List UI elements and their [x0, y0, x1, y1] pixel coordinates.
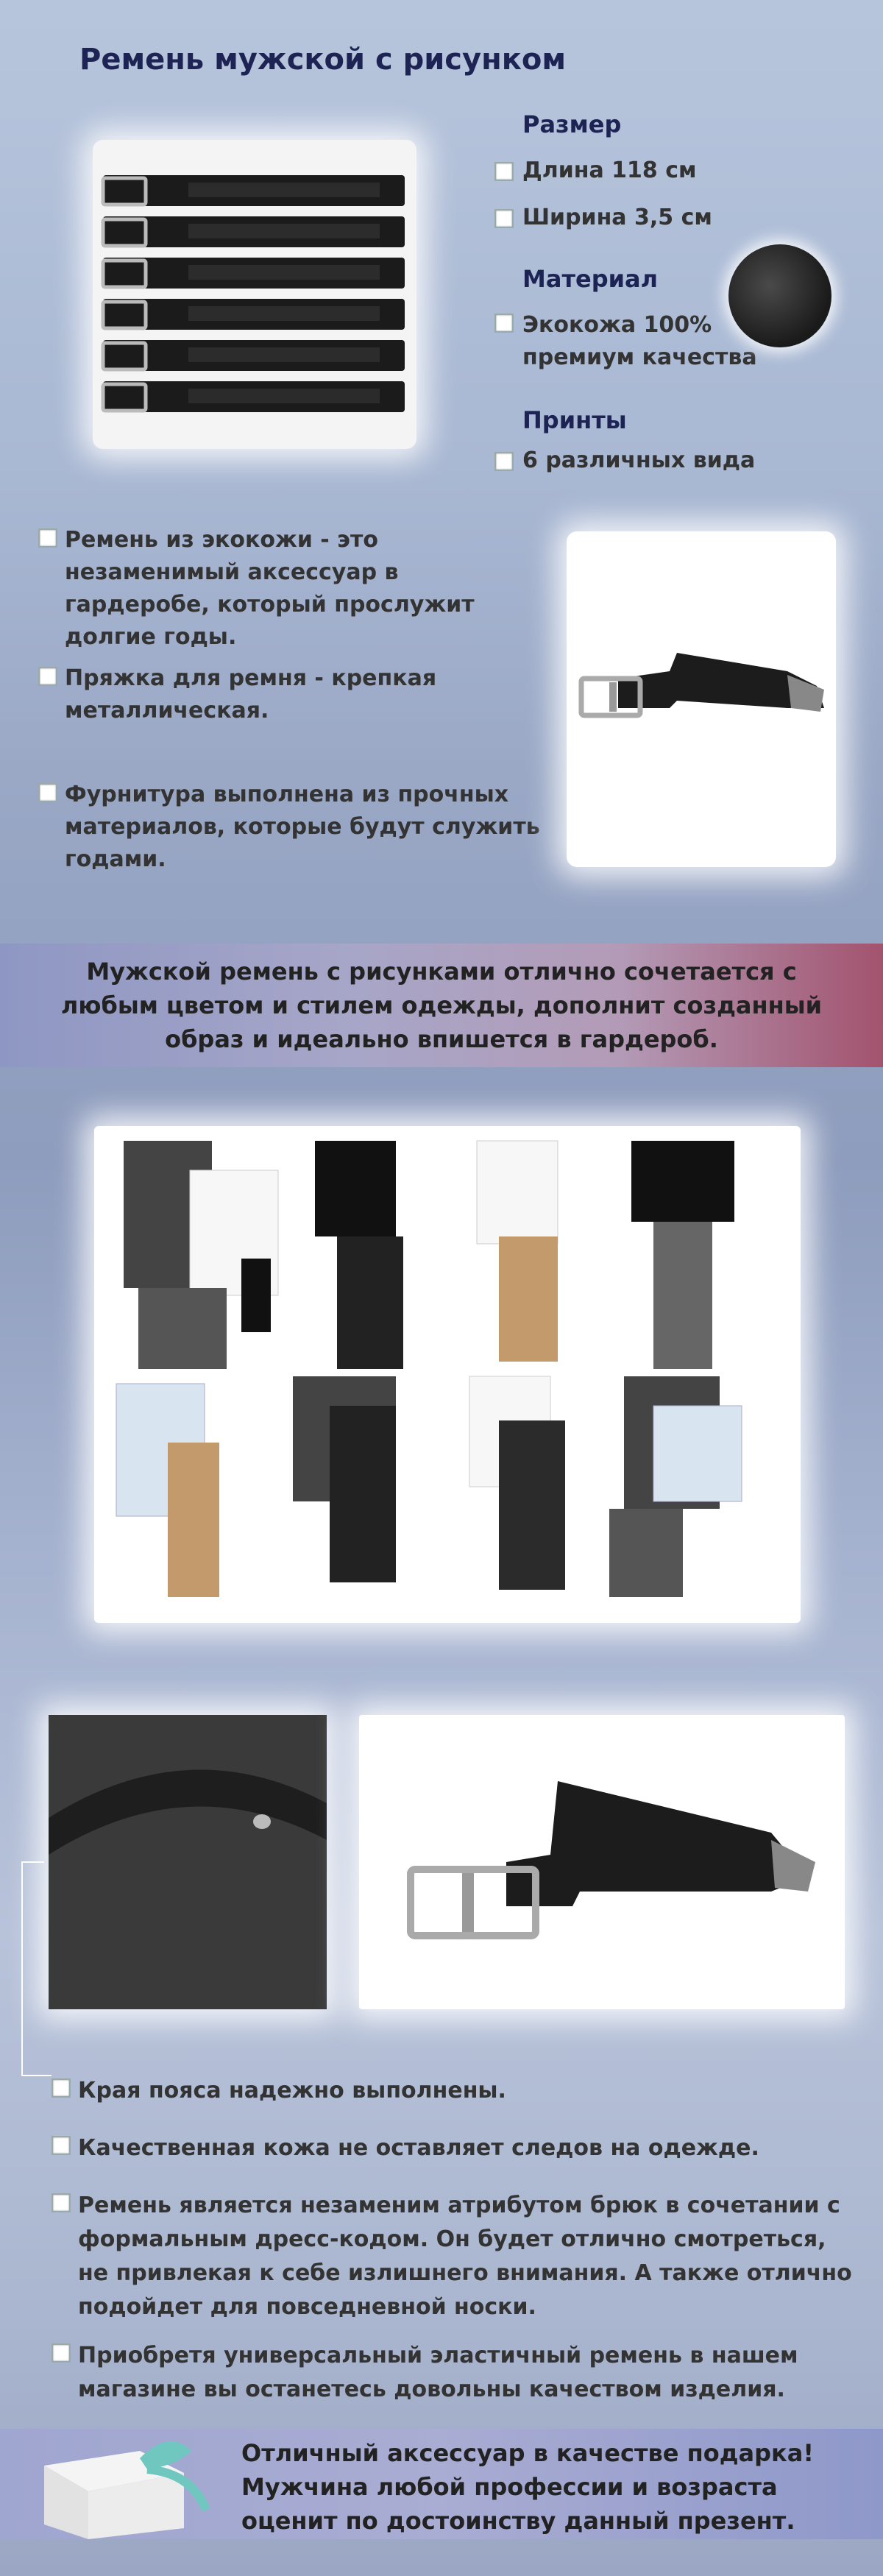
gift-box-icon: [29, 2429, 228, 2539]
belt-buckle-photo: [567, 531, 836, 867]
detail-text: Ремень является незаменим атрибутом брюк в сочетании с формальным дресс-кодом. Он будет отлично смотреться, не привлекая к себе излишнего внимания. А также отлично подойдет для повседневной носки.: [78, 2193, 852, 2320]
checkbox-icon: [38, 528, 57, 548]
prints-heading: Принты: [522, 406, 627, 434]
feature-item: [38, 779, 546, 876]
length-spec: [494, 158, 697, 183]
detail-text: Приобретя универсальный эластичный ремень в нашем магазине вы останетесь довольны качеством изделия.: [78, 2343, 798, 2402]
detail-text: Качественная кожа не оставляет следов на одежде.: [78, 2135, 759, 2161]
width-label: Ширина 3,5 см: [522, 205, 712, 230]
promo-band: [0, 944, 883, 1067]
belt-edge-closeup-photo: [49, 1715, 327, 2009]
checkbox-icon: [52, 2193, 71, 2212]
belt-image: [567, 531, 836, 867]
belt-full-image: [359, 1715, 845, 2009]
feature-text: Ремень из экокожи - это незаменимый аксессуар в гардеробе, который прослужит долгие годы.: [65, 527, 475, 650]
checkbox-icon: [52, 2343, 71, 2363]
connector-line: [15, 1855, 59, 2090]
outfits-collage: [94, 1126, 801, 1623]
checkbox-icon: [494, 209, 514, 228]
page-title: Ремень мужской с рисунком: [79, 43, 567, 77]
material-color-swatch: [728, 244, 831, 347]
feature-item: [38, 524, 546, 654]
promo-band-text: Мужской ремень с рисунками отлично сочетается с любым цветом и стилем одежды, дополнит созданный образ и идеально впишется в гардероб.: [60, 958, 823, 1053]
material-label: [522, 309, 757, 374]
prints-spec: [494, 447, 755, 473]
length-label: Длина 118 см: [522, 158, 697, 183]
detail-item: [52, 2339, 854, 2407]
checkbox-icon: [494, 162, 514, 181]
material-line-1: Экокожа 100%: [522, 312, 712, 338]
material-spec: [494, 309, 757, 374]
checkbox-icon: [38, 783, 57, 802]
feature-text: Фурнитура выполнена из прочных материалов, которые будут служить годами.: [65, 782, 540, 872]
width-spec: [494, 205, 712, 230]
outfits-image: [94, 1126, 801, 1623]
detail-item: [52, 2074, 854, 2108]
detail-item: [52, 2131, 854, 2165]
checkbox-icon: [52, 2136, 71, 2155]
belt-edge-image: [49, 1715, 327, 2009]
feature-text: Пряжка для ремня - крепкая металлическая.: [65, 665, 437, 723]
feature-item: [38, 662, 480, 727]
detail-text: Края пояса надежно выполнены.: [78, 2078, 506, 2103]
belt-full-photo: [359, 1715, 845, 2009]
prints-label: 6 различных вида: [522, 447, 756, 473]
belts-stack-image: [93, 140, 416, 449]
material-line-2: премиум качества: [522, 344, 757, 370]
checkbox-icon: [494, 314, 514, 333]
detail-item: [52, 2189, 854, 2324]
material-heading: Материал: [522, 265, 659, 293]
belts-stack-photo: [93, 140, 416, 449]
checkbox-icon: [494, 452, 514, 471]
size-heading: Размер: [522, 110, 622, 138]
checkbox-icon: [38, 667, 57, 686]
gift-text: Отличный аксессуар в качестве подарка! Мужчина любой профессии и возраста оценит по достоинству данный презент.: [241, 2439, 814, 2535]
checkbox-icon: [52, 2078, 71, 2098]
